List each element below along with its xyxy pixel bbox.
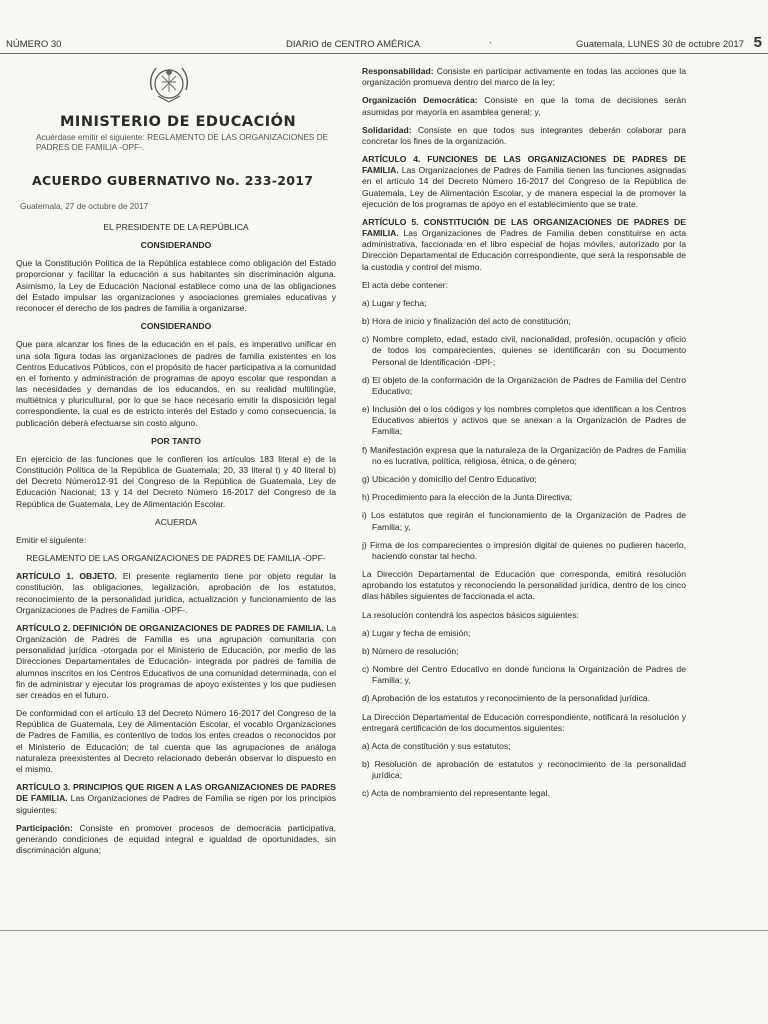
- article-2: [16, 623, 336, 701]
- article-3-text: Las Organizaciones de Padres de Familia se rigen por los principios siguientes:: [16, 793, 336, 815]
- list-item: g) Ubicación y domicilio del Centro Educativo;: [362, 473, 537, 484]
- article-2-text: La Organización de Padres de Familia es una agrupación comunitaria con personalidad jurídica -otorgada por el Ministerio de Educación, por medio de las Direcciones Departamentales de Educación- integrada por padres de familia de alumnos inscritos en los Centros Educativos de una comunidad determinada, con el fin de administrar y ejecutar los programas de apoyo existentes y los que pudiesen ser creados en el futuro.: [16, 622, 336, 700]
- list-item: b) Resolución de aprobación de estatutos y reconocimiento de la personalidad jurídica;: [362, 759, 686, 781]
- acta-intro: El acta debe contener:: [362, 279, 448, 290]
- considerando-heading: CONSIDERANDO: [140, 240, 212, 251]
- header-mark: ·: [489, 37, 492, 47]
- considerando-text-2: Que para alcanzar los fines de la educación en el país, es imperativo unificar en una sola figura todas las organizaciones de padres de familia existentes en los Centros Educativos Públicos, con el propósito de hacer participativa a la comunidad en el fomento y administración de programas de apoyo escolar que respondan a las necesidades y demandas de los educandos, en su realidad multilingüe, multiétnica y pluricultural, por lo que se hace necesario emitir la disposición legal correspondiente, la cual es de estricto interés del Estado y como consecuencia, la publicación deberá efectuarse sin costo alguno.: [16, 339, 336, 428]
- principle-responsabilidad: [362, 66, 686, 88]
- certification-list: [362, 741, 686, 800]
- list-item: c) Acta de nombramiento del representante legal.: [362, 788, 550, 799]
- principle-solidaridad: [362, 125, 686, 147]
- responsabilidad-heading: Responsabilidad:: [362, 66, 434, 76]
- article-5-heading: ARTÍCULO 5. CONSTITUCIÓN DE LAS ORGANIZACIONES DE PADRES DE FAMILIA.: [362, 216, 686, 239]
- solidaridad-heading: Solidaridad:: [362, 124, 412, 135]
- list-item: j) Firma de los comparecientes o impresión digital de quienes no pudieren hacerlo, haciendo constar tal hecho.: [362, 539, 686, 561]
- reglamento-title: REGLAMENTO DE LAS ORGANIZACIONES DE PADRES DE FAMILIA -OPF-: [26, 553, 326, 564]
- direccion-text: La Dirección Departamental de Educación que corresponda, emitirá resolución aprobando los estatutos y reconociendo la personalidad jurídica, dentro de los cinco días hábiles siguientes de faccionada el acta.: [362, 569, 686, 602]
- list-item: c) Nombre del Centro Educativo en donde funciona la Organización de Padres de Familia; y,: [362, 664, 686, 686]
- right-column: [362, 66, 686, 807]
- list-item: b) Número de resolución;: [362, 645, 459, 656]
- article-3: [16, 782, 336, 816]
- ministry-subtitle: Acuérdase emitir el siguiente: REGLAMENTO DE LAS ORGANIZACIONES DE PADRES DE FAMILIA -OPF-.: [36, 132, 329, 152]
- article-4-heading: ARTÍCULO 4. FUNCIONES DE LAS ORGANIZACIONES DE PADRES DE FAMILIA.: [362, 154, 686, 176]
- page-header: [6, 34, 762, 51]
- organizacion-text: Consiste en que la toma de decisiones serán asumidas por mayoría en asamblea general; y,: [362, 95, 686, 117]
- resolucion-list: [362, 628, 686, 705]
- article-2-heading: ARTÍCULO 2. DEFINICIÓN DE ORGANIZACIONES DE PADRES DE FAMILIA.: [16, 622, 324, 633]
- issue-number: NÚMERO 30: [6, 39, 62, 50]
- considerando-text: Que la Constitución Política de la República establece como obligación del Estado proporcionar y facilitar la educación a sus habitantes sin discriminación alguna. Asimismo, la Ley de Educación Nacional establece como una de las obligaciones del Estado impulsar las organizaciones y asociaciones gremiales educativas y reconocer el derecho de los padres de familia a organizarse.: [16, 258, 336, 313]
- article-1: [16, 571, 336, 616]
- publication-name: DIARIO de CENTRO AMÉRICA: [286, 39, 421, 50]
- conformidad-text: De conformidad con el artículo 13 del Decreto Número 16-2017 del Congreso de la República de Guatemala, Ley de Alimentación Escolar, el vocablo Organizaciones de Padres de Familia, es contentivo de todos los entes creados o reconocidos por el Ministerio de Educación; de tal cuenta que las agrupaciones de análoga naturaleza preexistentes al Decreto relacionado deberán observar lo dispuesto en el mismo.: [16, 708, 336, 774]
- principle-participacion: [16, 823, 336, 857]
- acuerdo-title: ACUERDO GUBERNATIVO No. 233-2017: [32, 172, 314, 188]
- list-item: c) Nombre completo, edad, estado civil, nacionalidad, profesión, ocupación y oficio de todos los comparecientes, quienes se identificarán con su Documento Personal de Identificación -DPI-;: [362, 334, 686, 367]
- article-3-heading: ARTÍCULO 3. PRINCIPIOS QUE RIGEN A LAS ORGANIZACIONES DE PADRES DE FAMILIA.: [16, 782, 336, 804]
- principle-organizacion: [362, 95, 686, 117]
- participacion-text: Consiste en promover procesos de democracia participativa, generando condiciones de equidad integral e igualdad de oportunidades, sin discriminación alguna;: [16, 822, 336, 856]
- list-item: b) Hora de inicio y finalización del acto de constitución;: [362, 316, 571, 327]
- solidaridad-text: Consiste en que todos sus integrantes deberán colaborar para concretar los fines de la organización.: [362, 124, 686, 146]
- resolucion-intro: La resolución contendrá los aspectos básicos siguientes:: [362, 609, 579, 620]
- acta-list: [362, 298, 686, 562]
- header-date: Guatemala, LUNES 30 de octubre 2017: [576, 39, 744, 50]
- organizacion-heading: Organización Democrática:: [362, 95, 478, 106]
- page-number: 5: [753, 34, 762, 51]
- coat-of-arms-icon: [144, 60, 194, 106]
- considerando-heading-2: CONSIDERANDO: [140, 321, 212, 332]
- footer-rule: [0, 930, 768, 931]
- list-item: d) El objeto de la conformación de la Organización de Padres de Familia del Centro Educativo;: [362, 374, 686, 396]
- responsabilidad-text: Consiste en participar activamente en todas las acciones que la organización promueva dentro del marco de la ley;: [362, 66, 686, 88]
- acuerdo-date: Guatemala, 27 de octubre de 2017: [20, 201, 149, 212]
- president-heading: EL PRESIDENTE DE LA REPÚBLICA: [103, 221, 249, 232]
- list-item: e) Inclusión del o los códigos y los nombres completos que identifican a los Centros Educativos abiertos y activos que se anexan a la Organización de Padres de Familia;: [362, 404, 686, 437]
- por-tanto-heading: POR TANTO: [151, 435, 201, 446]
- article-4-text: Las Organizaciones de Padres de Familia tienen las funciones asignadas en el artículo 14 del Decreto Número 16-2017 del Congreso de la República de Guatemala, Ley de Alimentación Escolar, y de manera especial la de promover la ejecución de los programas de apoyo en el establecimiento que se trate.: [362, 165, 687, 209]
- emitir-text: Emitir el siguiente:: [16, 534, 87, 545]
- left-column: [16, 60, 336, 863]
- acuerda-heading: ACUERDA: [154, 516, 198, 527]
- list-item: f) Manifestación expresa que la naturaleza de la Organización de Padres de Familia no es lucrativa, política, religiosa, étnica, o de género;: [362, 444, 686, 466]
- article-4: [362, 154, 686, 210]
- list-item: a) Acta de constitución y sus estatutos;: [362, 740, 511, 751]
- notificara-text: La Dirección Departamental de Educación correspondiente, notificará la resolución y entregará certificación de los documentos siguientes:: [362, 711, 686, 733]
- article-1-text: El presente reglamento tiene por objeto regular la constitución, las obligaciones, legalización, aprobación de los estatutos, reconocimiento de la personalidad jurídica, actualización y funcionamiento de las Organizaciones de Padres de Familia -OPF-.: [16, 571, 336, 615]
- header-rule: [0, 53, 768, 54]
- list-item: h) Procedimiento para la elección de la Junta Directiva;: [362, 492, 573, 503]
- ministry-title: MINISTERIO DE EDUCACIÓN: [60, 114, 297, 131]
- article-5: [362, 217, 686, 273]
- participacion-heading: Participación:: [16, 822, 73, 833]
- list-item: a) Lugar y fecha;: [362, 297, 427, 308]
- list-item: d) Aprobación de los estatutos y reconocimiento de la personalidad jurídica.: [362, 693, 651, 704]
- por-tanto-text: En ejercicio de las funciones que le confieren los artículos 183 literal e) de la Constitución Política de la República de Guatemala; 20, 33 literal t) y 40 literal b) del Decreto Número12-91 del Congreso de la República de Guatemala, Ley de Educación Nacional; 13 y 14 del Decreto Número 16-2017 del Congreso de la República de Guatemala, Ley de Alimentación Escolar.: [16, 453, 336, 509]
- list-item: i) Los estatutos que regirán el funcionamiento de la Organización de Padres de Familia; y,: [362, 510, 686, 532]
- list-item: a) Lugar y fecha de emisión;: [362, 627, 471, 638]
- article-5-text: Las Organizaciones de Padres de Familia deben constituirse en acta administrativa, faccionada en el libro especial de hojas móviles, autorizado por la Dirección Departamental de Educación correspondiente, que será la responsable de la custodia y control del mismo.: [362, 228, 687, 272]
- article-1-heading: ARTÍCULO 1. OBJETO.: [16, 571, 117, 582]
